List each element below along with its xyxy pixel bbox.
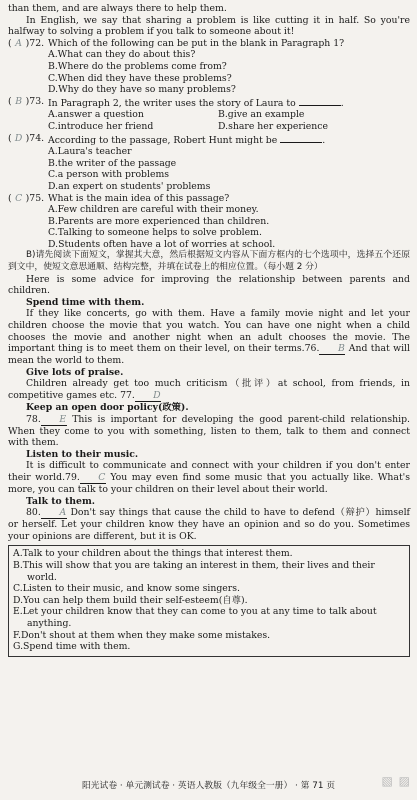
paragraph-talk: 80. A Don't say things that cause the child to have to defend（辩护）himself or herself. Let your children know they have an opinion and so do you. Sometimes your opinions are different, but it is OK. [8,507,410,542]
paragraph-praise: Children already get too much criticism（批评）at school, from friends, in competitive games etc. 77. D [8,378,410,401]
option: A.Laura's teacher [48,146,132,158]
question-stem: Which of the following can be put in the blank in Paragraph 1? [48,37,345,49]
box-option: A.Talk to your children about the things that interest them. [13,548,293,560]
option: D.share her experience [218,120,328,132]
option: B.Where do the problems come from? [48,60,227,72]
answer-79: C [80,473,106,484]
answer-80: A [41,508,67,519]
paragraph-open-door: 78. E This is important for developing the good parent-child relationship. When they come to you with something, listen to them, talk to them and connect with them. [8,413,410,449]
box-option: C.Listen to their music, and know some singers. [13,583,240,595]
option: A.What can they do about this? [48,49,196,61]
answer-77: D [135,391,161,402]
option: B.the writer of the passage [48,157,177,169]
question-74: ( D )74. According to the passage, Robert Hunt might be . [8,132,326,146]
option: B.Parents are more experienced than children. [48,215,270,227]
answer-76: B [319,344,345,355]
option: C.introduce her friend [48,120,154,132]
box-option: D.You can help them build their self-esteem(自尊). [13,594,248,606]
heading-praise: Give lots of praise. [26,366,124,378]
option: C.a person with problems [48,169,170,181]
heading-spend-time: Spend time with them. [26,296,145,308]
section-b-instructions: B)请先阅读下面短文，掌握其大意，然后根据短文内容从下面方框内的七个选项中，选择五个还原到文中，使短文意思通顺、结构完整，并填在试卷上的相应位置。（每小题 2 分） [8,250,410,273]
box-option: B.This will show that you are taking an interest in them, their lives and their world. [13,559,375,583]
intro-advice: Here is some advice for improving the relationship between parents and children. [8,273,410,297]
box-option: F.Don't shout at them when they make some mistakes. [13,629,271,641]
watermark-icon: ▧ ▨ [381,774,411,788]
question-stem: What is the main idea of this passage? [48,192,230,204]
option: D.Students often have a lot of worries at school. [48,238,276,250]
worksheet-page [8,3,410,657]
answer-blank [299,96,341,106]
question-75: ( C )75. What is the main idea of this passage? [8,193,410,205]
option: A.Few children are careful with their money. [48,204,259,216]
answer-73: B [15,95,23,107]
option: D.Why do they have so many problems? [48,84,236,96]
answer-78: E [41,415,67,426]
option: C.When did they have these problems? [48,72,232,84]
question-stem: According to the passage, Robert Hunt might be [48,134,278,146]
question-stem: In Paragraph 2, the writer uses the story of Laura to [48,97,296,109]
paragraph-english: In English, we say that sharing a problem is like cutting it in half. So you're halfway to solving a problem if you talk to someone about it! [8,14,410,38]
box-option: G.Spend time with them. [13,641,131,653]
paragraph-spend-time: If they like concerts, go with them. Have a family movie night and let your children choose the movie that you watch. You can have one night when a child chooses the movie and another night when an adult chooses the movie. The important thing is to meet them on their level, on their terms.76. B And that will mean the world to them. [8,308,410,367]
option: B.give an example [218,109,305,121]
heading-open-door: Keep an open door policy(政策). [26,402,189,413]
question-73: ( B )73. In Paragraph 2, the writer uses the story of Laura to . [8,95,344,109]
options-box [8,545,410,656]
option: A.answer a question [48,109,144,121]
heading-music: Listen to their music. [26,448,139,460]
option: D.an expert on students' problems [48,180,211,192]
answer-75: C [15,192,23,204]
page-footer: 阳光试卷 · 单元测试卷 · 英语人教版（九年级全一册） · 第 71 页 [81,781,336,791]
answer-blank [280,133,322,143]
intro-line: than them, and are always there to help them. [8,3,227,14]
question-72: ( A )72. Which of the following can be put in the blank in Paragraph 1? [8,38,410,50]
heading-talk: Talk to them. [26,495,96,507]
paragraph-music: It is difficult to communicate and connect with your children if you don't enter their world.79. C You may even find some music that you actually like. What's more, you can talk to your children on their level about their world. [8,460,411,495]
option: C.Talking to someone helps to solve problem. [48,227,262,239]
answer-72: A [15,37,22,49]
answer-74: D [14,132,23,144]
box-option: E.Let your children know that they can come to you at any time to talk about anything. [13,606,377,629]
